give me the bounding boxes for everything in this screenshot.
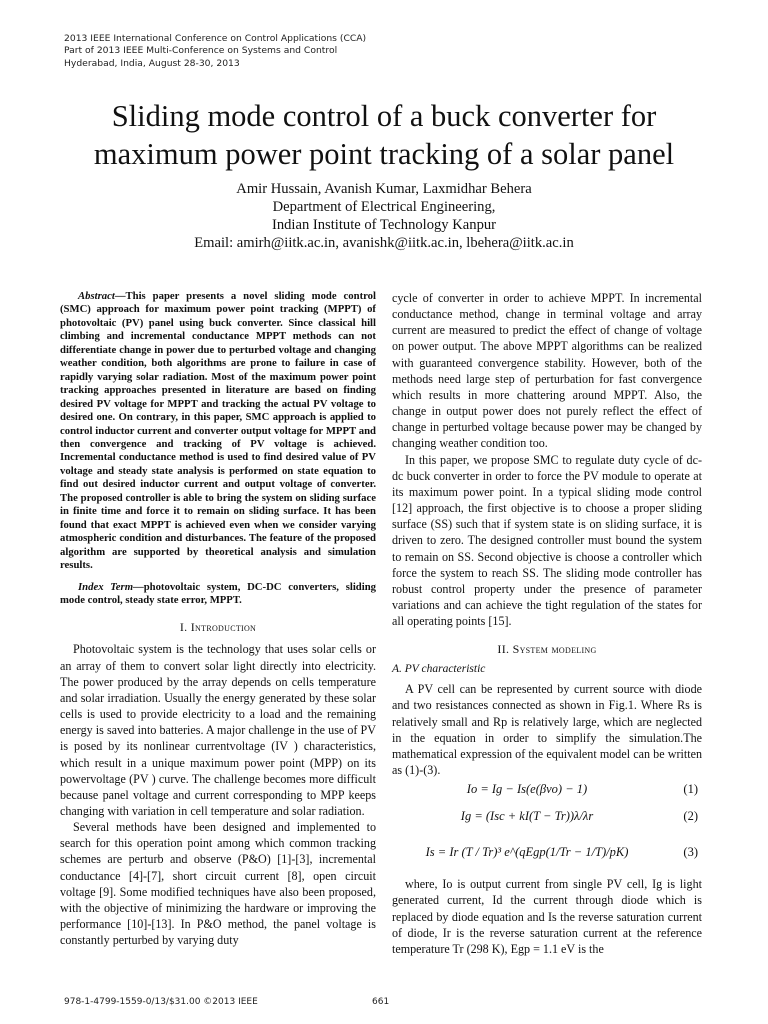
section-number: I. — [179, 620, 188, 635]
pv-paragraph-1: A PV cell can be represented by current source with diode and two resistances connected as shown in Fig.1. Where Rs is relatively small and Rp is relatively large, which are neglected in the equation in order to simplify the simulation.The mathematical expression of the equivalent model can be written as (1)-(3). — [392, 682, 702, 778]
footer-copyright: 978-1-4799-1559-0/13/$31.00 ©2013 IEEE — [64, 997, 258, 1007]
equation-1-number: (1) — [683, 782, 698, 797]
conference-line-3: Hyderabad, India, August 28-30, 2013 — [64, 57, 240, 69]
section-heading-introduction — [60, 620, 376, 635]
paper-title-line-2: maximum power point tracking of a solar panel — [93, 137, 675, 171]
section-title: Introduction — [190, 620, 257, 635]
equation-3-expression: Is = Ir (T / Tr)³ e^(qEgp(1/Tr − 1/T)/pK) — [425, 845, 629, 860]
equation-3 — [392, 832, 702, 876]
intro-paragraph-1: Photovoltaic system is the technology that uses solar cells or an array of them to convert solar light directly into electricity. The power produced by the array depends on cells temperature and solar irradiation. Usually the energy generated by these solar cells is used to provide electricity to a load and the remaining energy is saved into batteries. A major challenge in the use of PV is posed by its nonlinear currentvoltage (IV ) characteristics, which result in a unique maximum power point (MPP) on its powervoltage (PV ) curve. The challenge becomes more difficult because panel voltage and current corresponding to MPP keeps changing with variation in cell temperature and solar radiation. — [60, 642, 376, 818]
author-block — [40, 180, 728, 252]
index-terms — [60, 581, 376, 608]
equation-2-number: (2) — [683, 809, 698, 824]
right-paragraph-2: In this paper, we propose SMC to regulate duty cycle of dc-dc buck converter in order to force the PV module to operate at its maximum power point. In a typical sliding mode control [12] approach, the first objective is to choose a proper sliding surface (SS) such that if system state is on sliding surface, it is driven to zero. The designed controller must bound the system to remain on SS. Second objective is choose a controller which force the system to reach SS. The sliding mode controller has robust control property under the presence of parameter variations and can achieve the tight regulation of the states for all operating points [15]. — [392, 452, 702, 629]
right-column — [392, 290, 702, 957]
paper-title-line-1: Sliding mode control of a buck converter for — [111, 99, 657, 133]
pv-paragraph-2: where, Io is output current from single PV cell, Ig is light generated current, Id the current through diode which is replaced by diode equation and Is the reverse saturation current of diode, Ir is the reverse saturation current at the reference temperature Tr (298 K), Egp = 1.1 eV is the — [392, 877, 702, 956]
index-terms-text: —photovoltaic system, DC-DC converters, sliding mode control, steady state error, MPPT. — [60, 580, 376, 606]
conference-header — [64, 33, 664, 70]
section-number: II. — [497, 642, 510, 657]
equation-1-expression: Io = Ig − Is(e(βvo) − 1) — [466, 782, 588, 797]
intro-paragraph-2: Several methods have been designed and implemented to search for this operation point among which common tracking schemes are perturb and observe (P&O) [1]-[3], incremental conductance [4]-[7], short circuit current [8], open circuit voltage [9]. Some modified techniques have also been proposed, with the objective of minimizing the hardware or improving the performance [10]-[13]. In P&O method, the panel voltage is constantly perturbed by varying duty — [60, 820, 376, 948]
abstract — [60, 290, 376, 573]
abstract-label: Abstract — [78, 290, 115, 302]
author-email: Email: amirh@iitk.ac.in, avanishk@iitk.ac.in, lbehera@iitk.ac.in — [194, 235, 574, 251]
index-terms-label: Index Term — [78, 580, 134, 593]
author-names: Amir Hussain, Avanish Kumar, Laxmidhar Behera — [236, 181, 532, 197]
equation-2 — [392, 805, 702, 832]
conference-line-2: Part of 2013 IEEE Multi-Conference on Systems and Control — [64, 45, 338, 57]
abstract-text: —This paper presents a novel sliding mode control (SMC) approach for maximum power point tracking (MPPT) of photovoltaic (PV) panel using buck converter. Since classical hill climbing and incremental conductance MPPT methods can not differentiate change in power due to perturbed voltage and changing weather condition, both algorithms are prone to failure in case of rapidly varying solar radiation. Most of the maximum power point tracking approaches presented in literature are based on finding desired PV voltage for MPPT and tracking the actual PV voltage to desired one. On contrary, in this paper, SMC approach is applied to control inductor current and converter output voltage for MPPT and then convergence and tracking of PV voltage is achieved. Incremental conductance method is used to find desired value of PV voltage and steady state analysis is performed on state equation to find out desired inductor current and output voltage of converter. The proposed controller is able to bring the system on sliding surface in finite time and force it to remain on sliding surface. It has been found that exact MPPT is achieved even when we consider varying atmospheric condition and disturbances. The feature of the proposed algorithm are supported by theoretical analysis and simulation results. — [60, 290, 376, 572]
equation-2-expression: Ig = (Isc + kI(T − Tr))λ/λr — [460, 809, 594, 824]
author-institute: Indian Institute of Technology Kanpur — [271, 217, 497, 233]
conference-line-1: 2013 IEEE International Conference on Control Applications (CCA) — [64, 33, 367, 44]
equation-3-number: (3) — [683, 845, 698, 860]
subsection-heading-pv: A. PV characteristic — [392, 663, 486, 676]
left-column — [60, 290, 376, 948]
section-heading-system-modeling — [392, 642, 702, 657]
author-department: Department of Electrical Engineering, — [272, 199, 496, 215]
page-number: 661 — [372, 997, 390, 1007]
right-paragraph-1: cycle of converter in order to achieve MPPT. In incremental conductance method, change in terminal voltage and array current are measured to predict the effect of change of voltage on power output. The above MPPT algorithms can be realized with guaranteed convergence stability. However, both of the methods need large step of perturbation for fast convergence which results in more chattering around MPPT. Also, the change in output power does not purely reflect the effect of change in perturbed voltage because power may be changed by changing weather condition too. — [392, 291, 702, 451]
section-title: System modeling — [512, 642, 597, 657]
equation-1 — [392, 778, 702, 805]
